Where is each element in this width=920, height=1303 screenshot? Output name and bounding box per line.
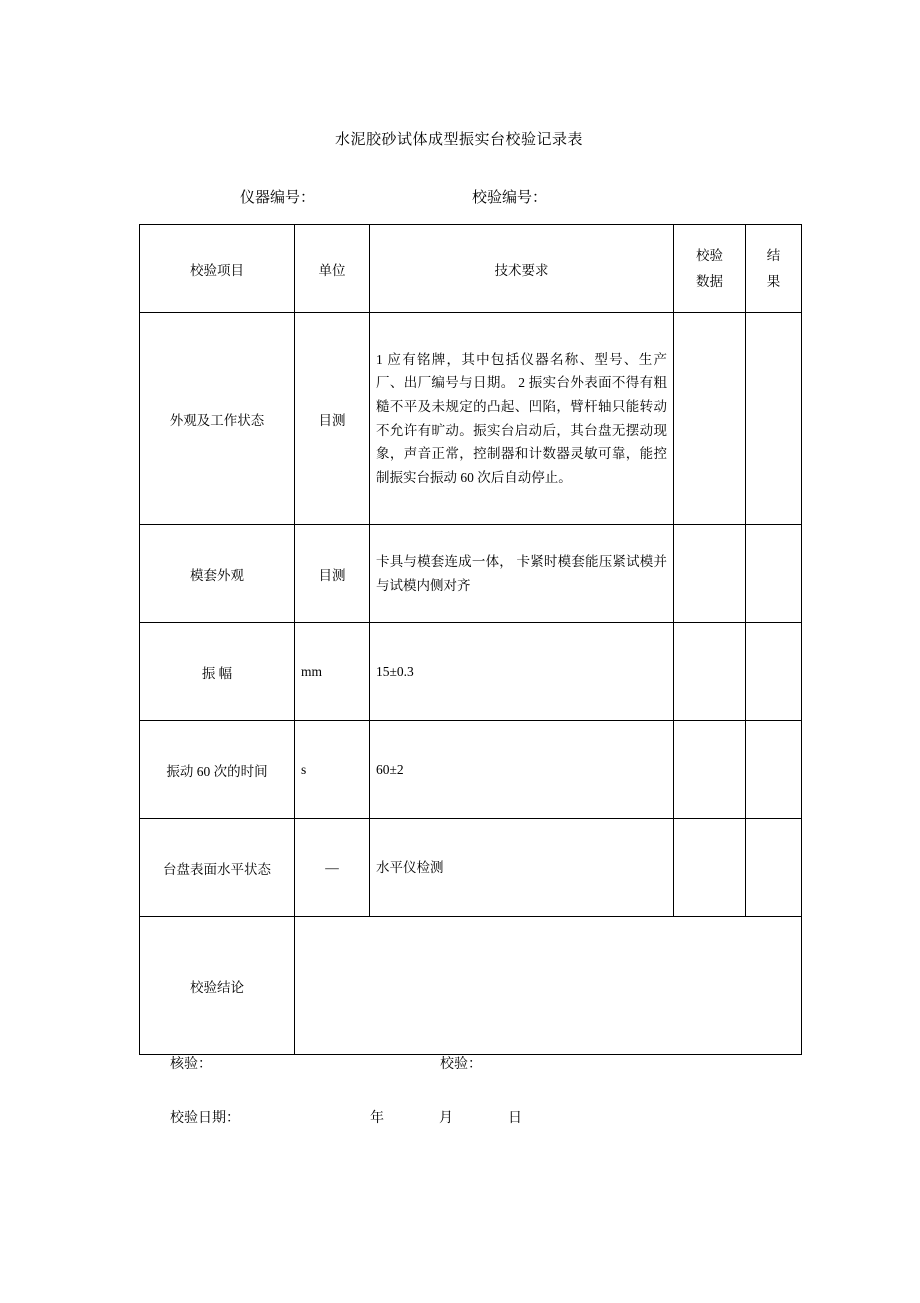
row-requirement-vibration-time: 60±2 [370, 721, 674, 819]
row-data-vibration-time[interactable] [674, 721, 746, 819]
table-row [140, 819, 802, 917]
row-requirement-mould: 卡具与模套连成一体， 卡紧时模套能压紧试模并与试模内侧对齐 [370, 525, 674, 623]
row-unit-mould: 目测 [295, 525, 370, 623]
column-header-data-line2: 数据 [696, 273, 723, 289]
column-header-result [746, 225, 802, 313]
table-row [140, 917, 802, 1055]
calibration-date-label: 校验日期： [170, 1111, 240, 1126]
table-row [140, 623, 802, 721]
row-data-appearance[interactable] [674, 313, 746, 525]
row-item-conclusion: 校验结论 [140, 917, 295, 1055]
row-requirement-table-level: 水平仪检测 [370, 819, 674, 917]
day-label: 日 [508, 1111, 522, 1126]
column-header-result-line2: 果 [766, 273, 781, 289]
row-item-appearance: 外观及工作状态 [140, 313, 295, 525]
calibration-number-label: 校验编号： [472, 190, 548, 206]
page-title: 水泥胶砂试体成型振实台校验记录表 [335, 132, 584, 148]
instrument-number-label: 仪器编号： [240, 190, 316, 206]
row-unit-amplitude: mm [295, 623, 370, 721]
column-header-item: 校验项目 [140, 225, 295, 313]
conclusion-input-area[interactable] [295, 917, 802, 1055]
column-header-unit: 单位 [295, 225, 370, 313]
year-label: 年 [370, 1111, 384, 1126]
row-item-table-level: 台盘表面水平状态 [140, 819, 295, 917]
row-result-table-level[interactable] [746, 819, 802, 917]
column-header-result-line1: 结 [766, 247, 781, 263]
month-label: 月 [439, 1111, 453, 1126]
checker-label: 核验： [170, 1057, 212, 1072]
column-header-data [674, 225, 746, 313]
row-unit-vibration-time: s [295, 721, 370, 819]
row-result-mould[interactable] [746, 525, 802, 623]
row-requirement-appearance: 1 应有铭牌，其中包括仪器名称、型号、生产厂、出厂编号与日期。 2 振实台外表面不得有粗糙不平及未规定的凸起、凹陷，臂杆轴只能转动不允许有旷动。振实台启动后，其台盘无摆动现象，声音正常，控制器和计数器灵敏可靠，能控制振实台振动 60 次后自动停止。 [370, 313, 674, 525]
row-item-vibration-time: 振动 60 次的时间 [140, 721, 295, 819]
row-data-amplitude[interactable] [674, 623, 746, 721]
table-row [140, 313, 802, 525]
calibration-table [139, 224, 802, 1055]
row-unit-table-level: — [295, 819, 370, 917]
calibration-date-row [170, 1107, 522, 1127]
column-header-data-line1: 校验 [696, 247, 723, 263]
row-result-amplitude[interactable] [746, 623, 802, 721]
row-item-amplitude: 振 幅 [140, 623, 295, 721]
calibrator-label: 校验： [440, 1057, 482, 1072]
row-unit-appearance: 目测 [295, 313, 370, 525]
row-requirement-amplitude: 15±0.3 [370, 623, 674, 721]
column-header-requirement: 技术要求 [370, 225, 674, 313]
table-row [140, 721, 802, 819]
table-row [140, 525, 802, 623]
table-header-row [140, 225, 802, 313]
row-result-vibration-time[interactable] [746, 721, 802, 819]
row-data-table-level[interactable] [674, 819, 746, 917]
row-result-appearance[interactable] [746, 313, 802, 525]
row-item-mould: 模套外观 [140, 525, 295, 623]
row-data-mould[interactable] [674, 525, 746, 623]
